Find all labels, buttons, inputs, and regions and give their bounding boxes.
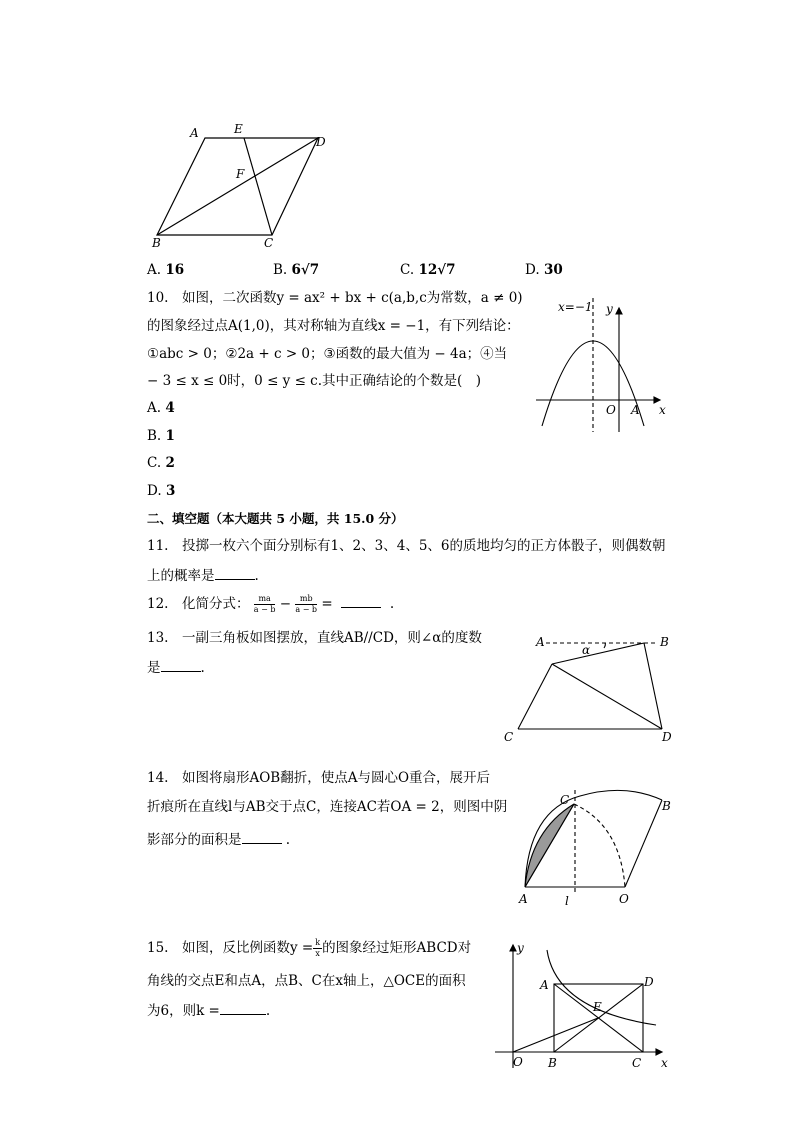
segment-oe (513, 1018, 598, 1052)
option-value: 16 (165, 262, 185, 278)
label-o: O (513, 1055, 523, 1069)
label-o: O (619, 892, 629, 906)
fraction-denominator: a − b (253, 605, 276, 614)
label-d: D (662, 730, 672, 744)
fraction-denominator: x (315, 949, 320, 958)
option-value: 4 (165, 400, 175, 416)
label-a: A (536, 635, 545, 649)
fraction-numerator: mb (295, 594, 317, 605)
option-letter: A. (147, 400, 162, 416)
point-a-label: A (631, 403, 640, 417)
option-letter: D. (525, 262, 540, 278)
q10-line-1: 10. 如图，二次函数y = ax² + bx + c(a,b,c为常数，a ≠ 0) (147, 290, 523, 306)
option-letter: B. (147, 428, 162, 444)
q15-text: 15. 如图，反比例函数y = (147, 940, 314, 956)
label-d: D (316, 135, 326, 149)
label-f: F (236, 167, 245, 181)
label-d: D (644, 975, 654, 989)
label-c: C (632, 1056, 642, 1070)
q10-line-3: ①abc > 0；②2a + c > 0；③函数的最大值为 − 4a；④当 (147, 346, 508, 362)
q11-period: . (254, 568, 259, 584)
q15-text-2: 的图象经过矩形ABCD对 (322, 940, 472, 956)
y-axis-label: y (517, 941, 524, 955)
x-axis-label: x (659, 403, 666, 417)
fraction-numerator: ma (254, 594, 276, 605)
q10-line-4: − 3 ≤ x ≤ 0时，0 ≤ y ≤ c.其中正确结论的个数是( ) (147, 373, 482, 389)
label-a: A (540, 978, 549, 992)
minus-sign: − (279, 596, 292, 612)
label-e: E (593, 1000, 602, 1014)
option-value: 30 (543, 262, 563, 278)
q14-period: . (285, 832, 291, 848)
option-letter: B. (273, 262, 288, 278)
x-axis-label: x (661, 1056, 668, 1070)
q13-text: 是 (147, 660, 161, 676)
option-letter: C. (400, 262, 415, 278)
q11-text: 上的概率是 (147, 568, 215, 584)
q10-line-2: 的图象经过点A(1,0)，其对称轴为直线x = −1，有下列结论： (147, 318, 520, 334)
label-c: C (264, 236, 274, 250)
option-value: 12√7 (418, 262, 456, 278)
label-e: E (234, 122, 243, 136)
y-axis-arrow (510, 945, 516, 951)
symmetry-axis-label: x=−1 (558, 300, 593, 314)
label-alpha: α (582, 643, 591, 657)
q15-period: . (265, 1003, 271, 1019)
option-letter: D. (147, 483, 162, 499)
x-axis-arrow (656, 1049, 662, 1055)
label-a: A (190, 126, 199, 140)
q14-line-1: 14. 如图将扇形AOB翻折，使点A与圆心O重合，展开后 (147, 770, 491, 786)
q12-period: . (389, 596, 395, 612)
q14-text: 影部分的面积是 (147, 832, 242, 848)
q15-text-3: 为6，则k = (147, 1003, 220, 1019)
label-b: B (548, 1056, 557, 1070)
option-letter: C. (147, 455, 162, 471)
option-value: 6√7 (291, 262, 320, 278)
label-l: l (565, 894, 569, 908)
label-b: B (660, 635, 669, 649)
label-c: C (560, 793, 570, 807)
label-a: A (519, 892, 528, 906)
label-b: B (152, 236, 161, 250)
equals-sign: = (321, 596, 333, 612)
label-b: B (662, 799, 671, 813)
fraction-numerator: k (315, 938, 321, 947)
q13-period: . (200, 660, 205, 676)
option-value: 1 (165, 428, 175, 444)
q15-line-2: 角线的交点E和点A，点B、C在x轴上，△OCE的面积 (147, 973, 466, 989)
section-heading: 二、填空题（本大题共 5 小题，共 15.0 分） (147, 511, 404, 526)
q12-text: 12. 化简分式： (147, 596, 250, 612)
label-c: C (504, 730, 514, 744)
option-value: 2 (165, 455, 175, 471)
origin-label: O (606, 403, 616, 417)
y-axis-label: y (606, 302, 613, 316)
option-letter: A. (147, 262, 162, 278)
option-value: 3 (165, 483, 176, 499)
q13-line-1: 13. 一副三角板如图摆放，直线AB//CD，则∠α的度数 (147, 630, 482, 646)
fraction-denominator: a − b (295, 605, 318, 614)
q14-line-2: 折痕所在直线l与AB交于点C，连接AC若OA = 2，则图中阴 (147, 799, 508, 815)
q11-line-1: 11. 投掷一枚六个面分别标有1、2、3、4、5、6的质地均匀的正方体骰子，则偶数朝 (147, 538, 666, 554)
